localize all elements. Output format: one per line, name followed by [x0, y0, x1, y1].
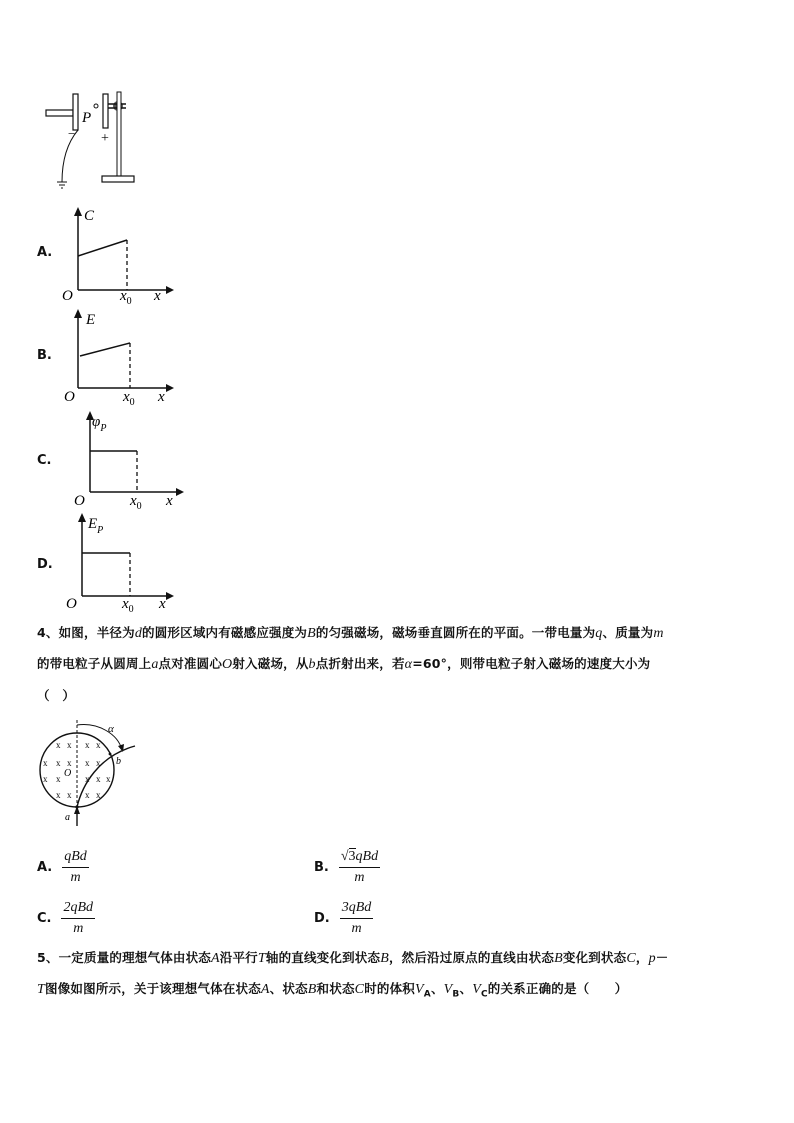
left-rod — [46, 110, 73, 116]
svg-text:x: x — [96, 774, 101, 784]
stand-base — [102, 176, 134, 182]
svg-text:x: x — [85, 740, 90, 750]
svg-text:x: x — [67, 740, 72, 750]
option-b-label: B. — [37, 348, 52, 363]
origin-label: O — [62, 288, 73, 304]
svg-text:x: x — [43, 774, 48, 784]
svg-text:x: x — [56, 774, 61, 784]
a-label: a — [65, 812, 70, 823]
option-label: B. — [314, 860, 329, 875]
fraction: $\frac{\text{3qBd}}{m}$ — [341, 900, 372, 936]
x0-label: $x_0$ — [122, 596, 134, 612]
q4-line-2: 的带电粒子从圆周上a点对准圆心O射入磁场，从b点折射出来，若α=60°，则带电粒子射入磁场的速度大小为 — [37, 656, 651, 672]
option-c-label: C. — [37, 453, 52, 468]
q5-line-1: 5、一定质量的理想气体由状态A沿平行T轴的直线变化到状态B，然后沿过原点的直线由状态B变化到状态C，p－ — [37, 950, 669, 966]
plus-sign: + — [101, 131, 109, 146]
svg-text:x: x — [85, 758, 90, 768]
svg-text:x: x — [56, 790, 61, 800]
svg-text:x: x — [96, 740, 101, 750]
svg-text:x: x — [96, 790, 101, 800]
point-p-dot — [94, 104, 98, 108]
x0-label: $x_0$ — [123, 389, 135, 406]
q4-option-c[interactable] — [37, 900, 95, 937]
x0-label: $x_0$ — [120, 288, 132, 304]
svg-text:x: x — [106, 774, 111, 784]
origin-label: O — [66, 596, 77, 612]
q4-option-d[interactable] — [314, 900, 373, 937]
origin-label: O — [64, 389, 75, 405]
y-axis-label: C — [84, 208, 95, 224]
b-label: b — [116, 756, 121, 767]
option-b-graph — [56, 306, 176, 406]
x0-label: $x_0$ — [130, 493, 142, 510]
point-p-label: P — [82, 110, 92, 126]
graph-line — [78, 240, 127, 256]
y-axis-label: $\varphi_P$ — [92, 414, 107, 434]
minus-sign: − — [68, 126, 76, 141]
option-label: A. — [37, 860, 53, 875]
y-axis-label: E — [86, 312, 96, 328]
svg-text:x: x — [43, 758, 48, 768]
option-a-label: A. — [37, 245, 53, 260]
q5-line-2: T图像如图所示，关于该理想气体在状态A、状态B和状态C时的体积$V_A$、$V_B$、$V_C$的关系正确的是（ ） — [37, 981, 628, 1000]
svg-text:x: x — [67, 790, 72, 800]
x-axis-label: x — [166, 493, 173, 509]
option-label: D. — [314, 911, 330, 926]
origin-label: O — [74, 493, 85, 509]
svg-text:x: x — [96, 758, 101, 768]
svg-text:x: x — [85, 774, 90, 784]
alpha-label: α — [108, 723, 114, 735]
fraction: $\frac{\text{√3qBd}}{m}$ — [340, 849, 379, 885]
option-d-label: D. — [37, 557, 53, 572]
q4-option-b[interactable] — [314, 849, 380, 886]
q4-line-1: 4、如图，半径为d的圆形区域内有磁感应强度为B的匀强磁场，磁场垂直圆所在的平面。一带电量为q、质量为m — [37, 625, 664, 641]
svg-text:x: x — [85, 790, 90, 800]
sqrt-sign: √ — [340, 849, 349, 864]
option-c-graph — [66, 408, 186, 510]
graph-line — [80, 343, 130, 356]
capacitor-apparatus-figure — [40, 86, 150, 190]
svg-text:x: x — [67, 758, 72, 768]
x-axis-label: x — [158, 389, 165, 405]
magnetic-field-figure — [30, 716, 145, 831]
fraction: $\frac{\text{qBd}}{m}$ — [64, 849, 87, 885]
option-a-graph — [56, 204, 176, 304]
left-plate — [73, 94, 78, 130]
x-axis-label: x — [159, 596, 166, 612]
fraction: $\frac{\text{2qBd}}{m}$ — [63, 900, 94, 936]
stand-pole — [117, 92, 121, 176]
center-o-label: O — [64, 768, 72, 779]
option-label: C. — [37, 911, 52, 926]
option-d-graph — [56, 510, 176, 612]
x-axis-label: x — [154, 288, 161, 304]
q4-option-a[interactable] — [37, 849, 89, 886]
svg-text:x: x — [56, 740, 61, 750]
y-axis-label: $E_P$ — [88, 516, 104, 536]
right-plate — [103, 94, 108, 128]
svg-text:x: x — [56, 758, 61, 768]
q4-answer-blank: （ ） — [37, 688, 76, 703]
